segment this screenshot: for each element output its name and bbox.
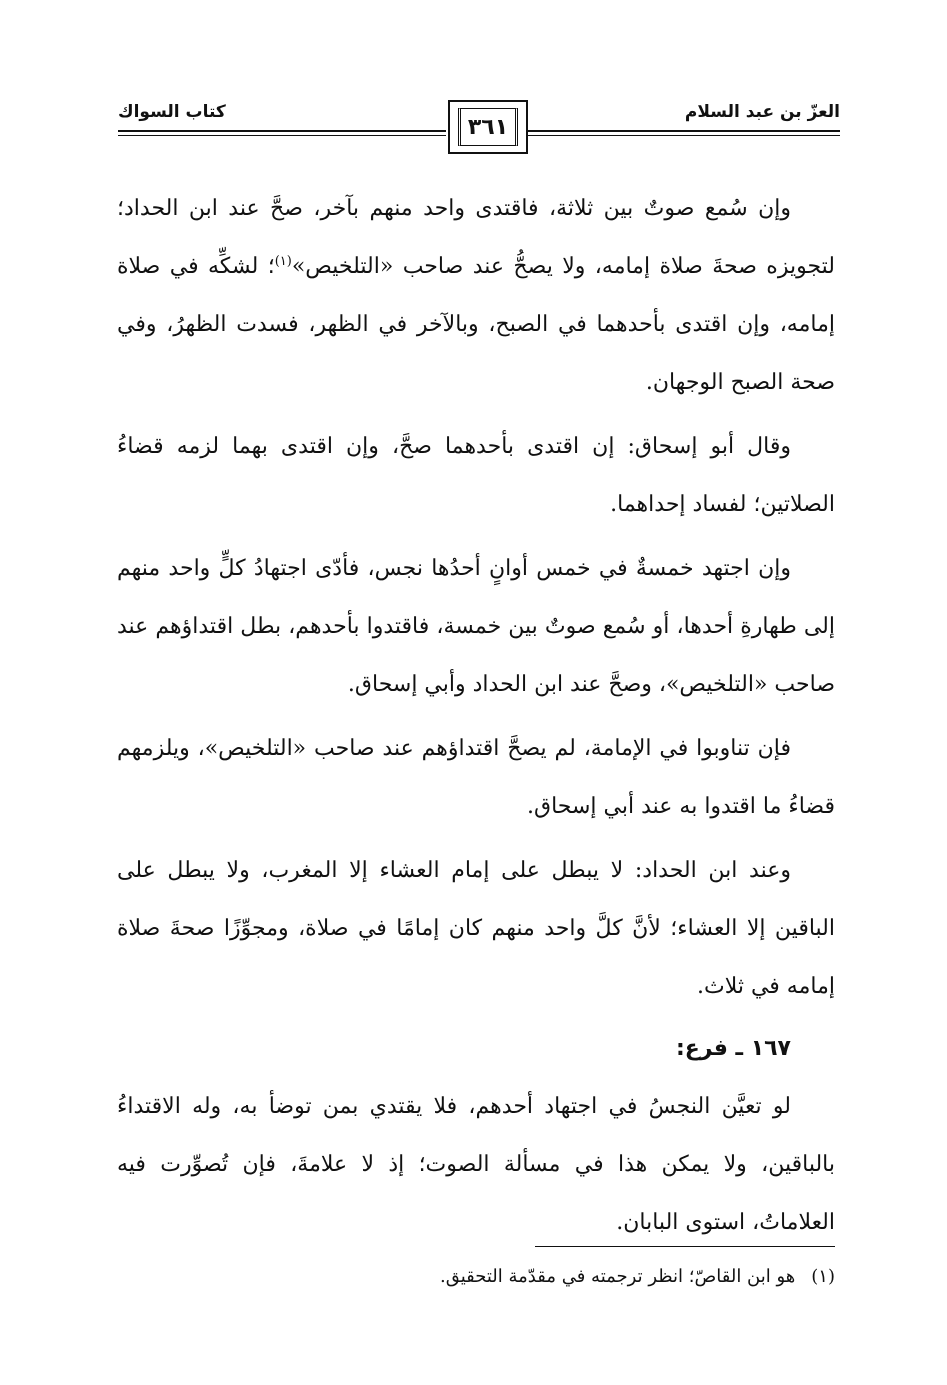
paragraph-text: وإن سُمع صوتٌ بين ثلاثة، فاقتدى واحد منهم بآخر، صحَّ عند ابن الحداد؛ لتجويزه صحةَ صلاة إمامه، ولا يصحُّ عند صاحب «التلخيص» [117, 196, 836, 279]
paragraph: لو تعيَّن النجسُ في اجتهاد أحدهم، فلا يقتدي بمن توضأ به، وله الاقتداءُ بالباقين، ولا يمكن هذا في مسألة الصوت؛ إذ لا علامةَ، فإن تُصوِّرت فيه العلاماتُ، استوى البابان. [117, 1094, 835, 1235]
header-rule-left [118, 130, 446, 136]
footnote-marker: (١) [811, 1266, 835, 1287]
page-number-frame [448, 100, 528, 154]
paragraph: فإن تناوبوا في الإمامة، لم يصحَّ اقتداؤهم عند صاحب «التلخيص»، ويلزمهم قضاءُ ما اقتدوا به عند أبي إسحاق. [117, 736, 835, 819]
main-text [117, 180, 835, 1252]
footnote-divider [535, 1246, 835, 1247]
paragraph-text: لشكِّه في صلاة إمامه، وإن اقتدى بأحدهما في الصبح، وبالآخر في الظهر، فسدت الظهرُ، وفي صحة الصبح الوجهان. [117, 254, 835, 395]
paragraph: وقال أبو إسحاق: إن اقتدى بأحدهما صحَّ، وإن اقتدى بهما لزمه قضاءُ الصلاتين؛ لفساد إحداهما. [117, 434, 835, 517]
page-number: ٣٦١ [458, 108, 518, 146]
book-author-title: العزّ بن عبد السلام [684, 102, 840, 122]
paragraph-text-tail: ؛ [267, 254, 275, 279]
chapter-title: كتاب السواك [118, 102, 226, 122]
footnote [117, 1262, 835, 1292]
paragraph [117, 180, 835, 412]
page-header [118, 88, 840, 178]
section-heading: ١٦٧ ـ فرع: [675, 1036, 791, 1061]
footnote-text: هو ابن القاصّ؛ انظر ترجمته في مقدّمة التحقيق. [439, 1266, 796, 1287]
paragraph: وعند ابن الحداد: لا يبطل على إمام العشاء إلا المغرب، ولا يبطل على الباقين إلا العشاء؛ لأنَّ كلَّ واحد منهم كان إمامًا في صلاة، ومجوِّزًا صحةَ صلاة إمامه في ثلاث. [117, 858, 835, 999]
footnote-reference: (١) [274, 254, 292, 269]
header-rule-right [528, 130, 840, 136]
paragraph: وإن اجتهد خمسةٌ في خمس أوانٍ أحدُها نجس، فأدّى اجتهادُ كلٍّ واحد منهم إلى طهارةِ أحدها، أو سُمع صوتٌ بين خمسة، فاقتدوا بأحدهم، بطل اقتداؤهم عند صاحب «التلخيص»، وصحَّ عند ابن الحداد وأبي إسحاق. [117, 556, 835, 697]
